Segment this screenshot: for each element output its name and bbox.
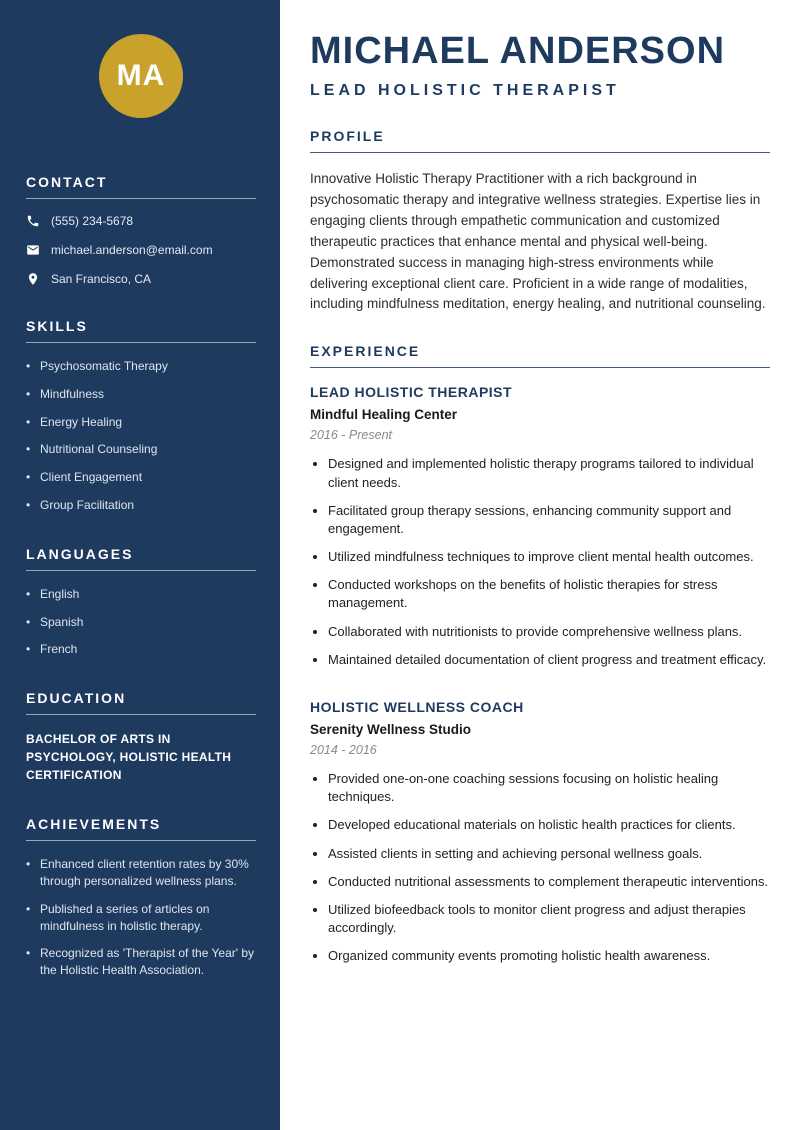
education-heading: EDUCATION <box>26 690 256 715</box>
job-bullet: • Conducted nutritional assessments to complement therapeutic interventions. <box>328 873 770 891</box>
candidate-name: MICHAEL ANDERSON <box>310 30 726 72</box>
achievement-item: • Recognized as 'Therapist of the Year' by the Holistic Health Association. <box>26 945 256 979</box>
profile-text: Innovative Holistic Therapy Practitioner with a rich background in psychosomatic therapy and integrative wellness strategies. Expertise lies in engaging clients through empathetic communication and customized therapeutic practices that enhance mental and physical well-being. Demonstrated success in managing high-stress environments while delivering exceptional client care. Proficient in a wide range of modalities, including mindfulness meditation, energy healing, and nutritional counseling. <box>310 170 766 312</box>
skill-item: • Nutritional Counseling <box>26 441 256 458</box>
experience-section <box>310 343 770 965</box>
job-bullet: • Collaborated with nutritionists to provide comprehensive wellness plans. <box>328 623 770 641</box>
contact-section <box>26 174 256 286</box>
location-text: San Francisco, CA <box>51 272 152 286</box>
job-entry <box>310 699 770 966</box>
job-dates: 2014 - 2016 <box>310 743 377 758</box>
email-address: michael.anderson@email.com <box>51 243 213 257</box>
skill-item: • Energy Healing <box>26 414 256 431</box>
phone-icon <box>26 214 40 228</box>
skill-item: • Group Facilitation <box>26 497 256 514</box>
skill-item: • Client Engagement <box>26 469 256 486</box>
main-content <box>280 0 800 1130</box>
email-icon <box>26 243 40 257</box>
candidate-headline: LEAD HOLISTIC THERAPIST <box>310 81 620 99</box>
job-entry <box>310 384 770 669</box>
sidebar <box>0 0 280 1130</box>
achievement-item: • Enhanced client retention rates by 30% through personalized wellness plans. <box>26 856 256 890</box>
languages-heading: LANGUAGES <box>26 546 256 571</box>
job-bullet: • Provided one-on-one coaching sessions focusing on holistic healing techniques. <box>328 770 770 806</box>
location-icon <box>26 272 40 286</box>
job-bullet: • Facilitated group therapy sessions, enhancing community support and engagement. <box>328 502 770 538</box>
job-title: LEAD HOLISTIC THERAPIST <box>310 384 513 401</box>
skill-item: • Mindfulness <box>26 386 256 403</box>
job-company: Mindful Healing Center <box>310 407 458 423</box>
job-bullet: • Organized community events promoting holistic health awareness. <box>328 947 770 965</box>
skill-item: • Psychosomatic Therapy <box>26 358 256 375</box>
profile-section <box>310 128 770 315</box>
languages-section <box>26 546 256 658</box>
skills-list <box>26 358 256 514</box>
contact-item-phone <box>26 214 256 228</box>
achievement-item: • Published a series of articles on mindfulness in holistic therapy. <box>26 901 256 935</box>
achievements-section <box>26 816 256 979</box>
avatar-initials: MA <box>116 59 166 92</box>
job-company: Serenity Wellness Studio <box>310 722 472 738</box>
skills-heading: SKILLS <box>26 318 256 343</box>
job-bullet: • Utilized mindfulness techniques to improve client mental health outcomes. <box>328 548 770 566</box>
education-section <box>26 690 256 784</box>
job-bullet: • Utilized biofeedback tools to monitor client progress and adjust therapies accordingly. <box>328 901 770 937</box>
job-bullets <box>310 455 770 669</box>
profile-heading: PROFILE <box>310 128 770 153</box>
job-bullet: • Maintained detailed documentation of client progress and treatment efficacy. <box>328 651 770 669</box>
job-bullet: • Designed and implemented holistic therapy programs tailored to individual client needs. <box>328 455 770 491</box>
job-dates: 2016 - Present <box>310 428 392 443</box>
contact-heading: CONTACT <box>26 174 256 199</box>
job-bullet: • Assisted clients in setting and achieving personal wellness goals. <box>328 845 770 863</box>
job-title: HOLISTIC WELLNESS COACH <box>310 699 524 716</box>
contact-item-location <box>26 272 256 286</box>
experience-heading: EXPERIENCE <box>310 343 770 368</box>
language-item: • Spanish <box>26 614 256 631</box>
achievements-list <box>26 856 256 979</box>
job-bullet: • Conducted workshops on the benefits of holistic therapies for stress management. <box>328 576 770 612</box>
job-bullet: • Developed educational materials on holistic health practices for clients. <box>328 816 770 834</box>
skills-section <box>26 318 256 514</box>
avatar <box>99 34 183 118</box>
language-item: • French <box>26 641 256 658</box>
language-item: • English <box>26 586 256 603</box>
phone-number: (555) 234-5678 <box>51 214 134 228</box>
job-bullets <box>310 770 770 966</box>
contact-item-email <box>26 243 256 257</box>
achievements-heading: ACHIEVEMENTS <box>26 816 256 841</box>
languages-list <box>26 586 256 658</box>
education-degree: BACHELOR OF ARTS IN PSYCHOLOGY, HOLISTIC HEALTH CERTIFICATION <box>26 732 232 783</box>
